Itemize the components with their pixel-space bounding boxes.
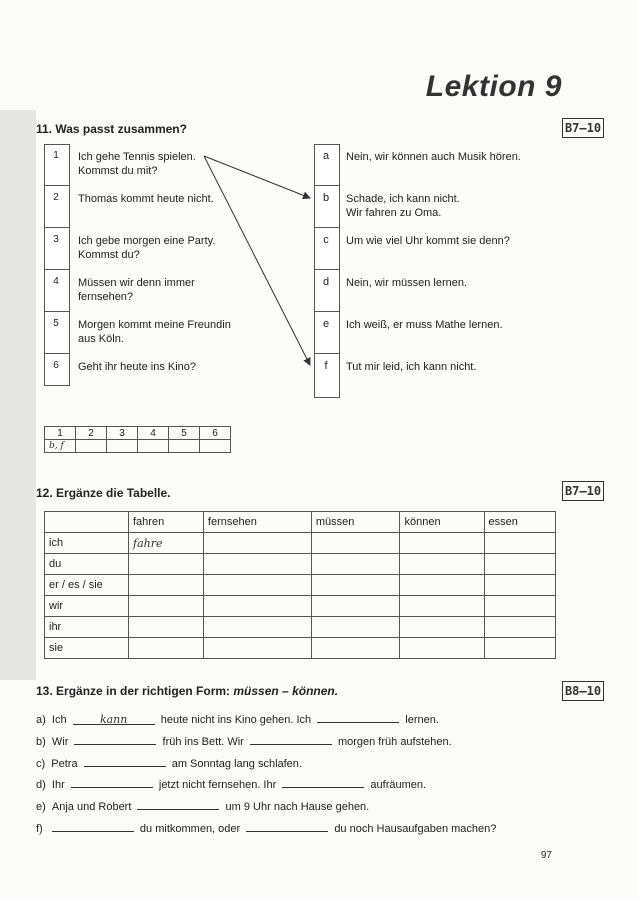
verb-header: essen: [484, 512, 556, 533]
item-number: 5: [53, 318, 59, 329]
conjugation-cell[interactable]: [203, 533, 311, 554]
task-11-badge: B7–10: [562, 118, 604, 138]
verb-header: fernsehen: [203, 512, 311, 533]
statement-line: Kommst du?: [78, 249, 140, 261]
conjugation-cell[interactable]: [203, 596, 311, 617]
conjugation-cell[interactable]: [484, 575, 556, 596]
task-12-badge: B7–10: [562, 481, 604, 501]
conjugation-cell[interactable]: [311, 554, 400, 575]
statement-line: Geht ihr heute ins Kino?: [78, 361, 197, 373]
arrow-1-to-f: [204, 156, 310, 365]
conjugation-cell[interactable]: [129, 554, 204, 575]
answer-cell[interactable]: [76, 440, 107, 453]
item-letter: e: [322, 318, 330, 330]
statement-line: fernsehen?: [78, 291, 134, 303]
response-line: Ich weiß, er muss Mathe lernen.: [346, 319, 503, 331]
conjugation-cell[interactable]: [203, 575, 311, 596]
conjugation-cell[interactable]: fahre: [129, 533, 204, 554]
conjugation-cell[interactable]: [400, 596, 484, 617]
conjugation-cell[interactable]: [484, 596, 556, 617]
item-letter: b: [322, 192, 330, 204]
answer-cell[interactable]: [138, 440, 169, 453]
pronoun-cell: ich: [45, 533, 129, 554]
answer-cell[interactable]: [107, 440, 138, 453]
blank-b2[interactable]: [250, 733, 332, 745]
conjugation-cell[interactable]: [129, 575, 204, 596]
statement-line: Ich gebe morgen eine Party.: [78, 235, 216, 247]
statement-line: Kommst du mit?: [78, 165, 158, 177]
answer-number: 1: [45, 427, 76, 440]
item-letter: a: [322, 150, 330, 162]
statement-line: Ich gehe Tennis spielen.: [78, 151, 196, 163]
exercise-e: e) Anja und Robert um 9 Uhr nach Hause gehen.: [36, 798, 369, 814]
conjugation-cell[interactable]: [400, 638, 484, 659]
exercise-c: c) Petra am Sonntag lang schlafen.: [36, 755, 302, 771]
conjugation-table: [44, 511, 556, 659]
item-letter: c: [323, 234, 329, 246]
statement-line: aus Köln.: [78, 333, 124, 345]
answer-cell[interactable]: b, f: [45, 440, 76, 453]
blank-f2[interactable]: [246, 820, 328, 832]
blank-a1[interactable]: kann: [73, 713, 155, 725]
verb-header: müssen: [311, 512, 400, 533]
conjugation-cell[interactable]: [129, 638, 204, 659]
item-letter: d: [322, 276, 330, 288]
blank-d2[interactable]: [282, 776, 364, 788]
blank-b1[interactable]: [74, 733, 156, 745]
item-number: 2: [53, 192, 59, 203]
header-blank: [45, 512, 129, 533]
lesson-title: Lektion 9: [425, 70, 562, 103]
conjugation-cell[interactable]: [311, 617, 400, 638]
answer-number: 3: [107, 427, 138, 440]
pronoun-cell: er / es / sie: [45, 575, 129, 596]
page-number: 97: [540, 850, 552, 861]
item-letter: f: [324, 360, 328, 372]
exercise-b: b) Wir früh ins Bett. Wir morgen früh aufstehen.: [36, 733, 452, 749]
exercise-f: f) du mitkommen, oder du noch Hausaufgaben machen?: [36, 820, 496, 836]
item-number: 1: [53, 150, 59, 161]
blank-c1[interactable]: [84, 755, 166, 767]
task-11-answer-grid: [44, 426, 231, 453]
conjugation-cell[interactable]: [400, 554, 484, 575]
conjugation-cell[interactable]: [400, 533, 484, 554]
response-line: Schade, ich kann nicht.: [346, 193, 460, 205]
blank-a2[interactable]: [317, 711, 399, 723]
conjugation-cell[interactable]: [484, 533, 556, 554]
conjugation-cell[interactable]: [400, 575, 484, 596]
item-number: 6: [53, 360, 59, 371]
conjugation-cell[interactable]: [203, 554, 311, 575]
exercise-a: a) Ich kann heute nicht ins Kino gehen. Ich lernen.: [36, 713, 439, 726]
blank-e1[interactable]: [137, 798, 219, 810]
conjugation-cell[interactable]: [129, 617, 204, 638]
task-12-title: 12. Ergänze die Tabelle.: [36, 486, 171, 500]
pronoun-cell: sie: [45, 638, 129, 659]
conjugation-cell[interactable]: [311, 575, 400, 596]
conjugation-cell[interactable]: [484, 638, 556, 659]
statement-line: Müssen wir denn immer: [78, 277, 195, 289]
pronoun-cell: du: [45, 554, 129, 575]
verb-header: können: [400, 512, 484, 533]
verb-header: fahren: [129, 512, 204, 533]
pronoun-cell: wir: [45, 596, 129, 617]
item-number: 4: [53, 276, 59, 287]
conjugation-cell[interactable]: [311, 638, 400, 659]
conjugation-cell[interactable]: [129, 596, 204, 617]
exercise-d: d) Ihr jetzt nicht fernsehen. Ihr aufräumen.: [36, 776, 426, 792]
pronoun-cell: ihr: [45, 617, 129, 638]
item-number: 3: [53, 234, 59, 245]
task-13-badge: B8–10: [562, 681, 604, 701]
answer-number: 2: [76, 427, 107, 440]
response-line: Tut mir leid, ich kann nicht.: [346, 361, 477, 373]
response-line: Nein, wir müssen lernen.: [346, 277, 468, 289]
blank-f1[interactable]: [52, 820, 134, 832]
response-line: Wir fahren zu Oma.: [346, 207, 442, 219]
conjugation-cell[interactable]: [203, 617, 311, 638]
conjugation-cell[interactable]: [311, 596, 400, 617]
conjugation-cell[interactable]: [400, 617, 484, 638]
task-11-title: 11. Was passt zusammen?: [36, 122, 187, 136]
conjugation-cell[interactable]: [484, 617, 556, 638]
response-line: Um wie viel Uhr kommt sie denn?: [346, 235, 510, 247]
task-13-title: 13. Ergänze in der richtigen Form: müssen – können.: [36, 684, 339, 698]
answer-number: 4: [138, 427, 169, 440]
answer-number: 5: [169, 427, 200, 440]
blank-d1[interactable]: [71, 776, 153, 788]
answer-cell[interactable]: [200, 440, 231, 453]
conjugation-cell[interactable]: [311, 533, 400, 554]
response-line: Nein, wir können auch Musik hören.: [346, 151, 521, 163]
conjugation-cell[interactable]: [484, 554, 556, 575]
statement-line: Thomas kommt heute nicht.: [78, 193, 214, 205]
conjugation-cell[interactable]: [203, 638, 311, 659]
answer-number: 6: [200, 427, 231, 440]
statement-line: Morgen kommt meine Freundin: [78, 319, 231, 331]
answer-cell[interactable]: [169, 440, 200, 453]
arrow-1-to-b: [204, 156, 310, 198]
